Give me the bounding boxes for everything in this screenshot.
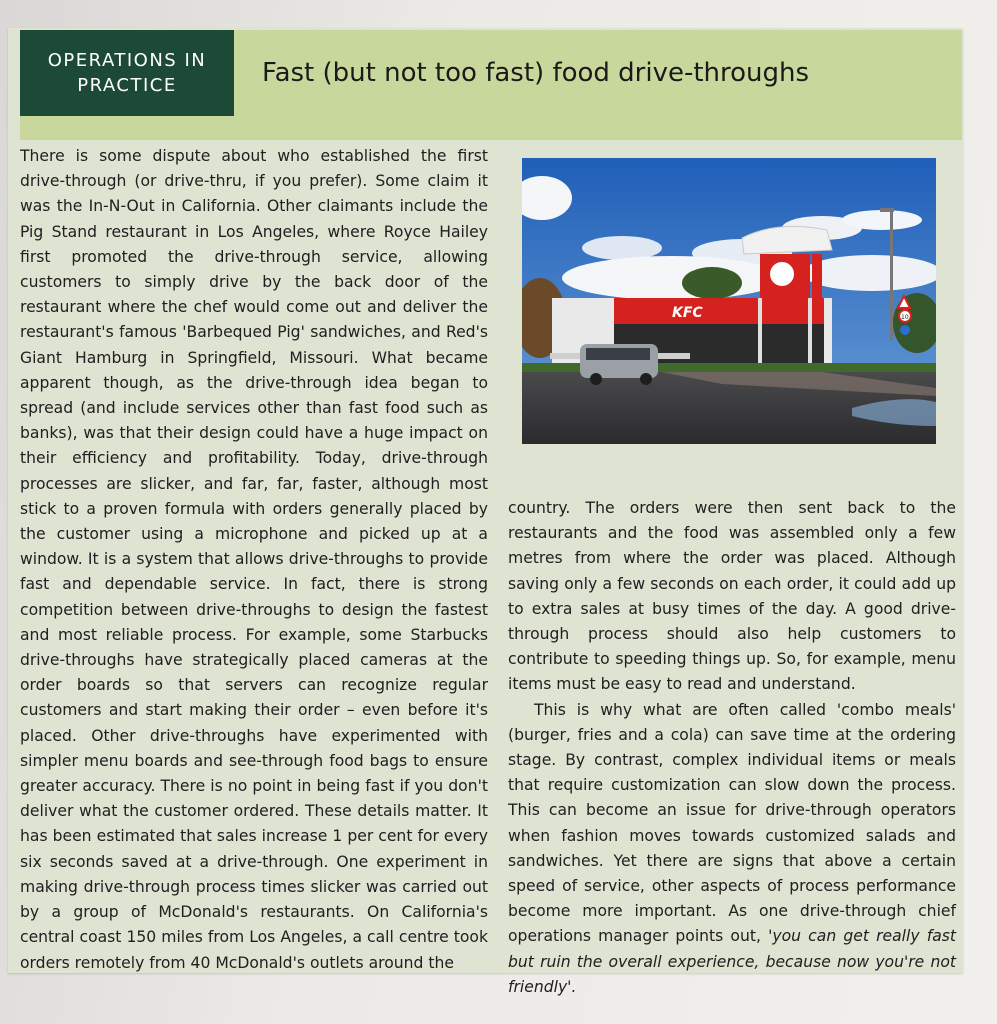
pylon-side	[812, 254, 822, 298]
car-window	[586, 348, 650, 360]
direction-sign	[900, 325, 910, 335]
tag-line-1: OPERATIONS IN	[47, 50, 207, 71]
right-column	[508, 496, 956, 1000]
kfc-photo	[522, 158, 936, 444]
car-wheel	[590, 373, 602, 385]
cloud	[582, 236, 662, 260]
box-title: Fast (but not too fast) food drive-throughs	[262, 58, 810, 88]
right-paragraph-1: country. The orders were then sent back to the restaurants and the food was assembled only a few metres from where the order was placed. Although saving only a few seconds on each order, it could add up to extra sales at busy times of the day. A good drive-through process should also help customers to contribute to speeding things up. So, for example, menu items must be easy to read and understand.	[508, 499, 956, 694]
left-column	[20, 144, 488, 976]
section-tag	[20, 30, 234, 116]
lamp-head	[880, 208, 894, 212]
right-paragraph-2-text: This is why what are often called 'combo meals' (burger, fries and a cola) can save time at the ordering stage. By contrast, complex individual items or meals that require customization can slow down the process. This can become an issue for drive-through operators when fashion moves towards customized salads and sandwiches. Yet there are signs that above a certain speed of service, other aspects of process performance become more important. As one drive-through chief operations manager points out,	[508, 700, 956, 946]
lamp-post	[890, 210, 893, 340]
colonel-face	[770, 262, 794, 286]
kfc-fascia	[614, 298, 824, 324]
tree	[682, 267, 742, 299]
pylon-leg	[808, 298, 812, 368]
cloud	[842, 210, 922, 230]
cloud	[802, 255, 936, 291]
pylon-leg	[758, 298, 762, 368]
kfc-drive-through-image	[522, 158, 936, 444]
left-paragraph: There is some dispute about who established the first drive-through (or drive-thru, if you prefer). Some claim it was the In-N-Out in California. Other claimants include the Pig Stand restaurant in Los Angeles, where Royce Hailey first promoted the drive-through service, allowing customers to simply drive by the back door of the restaurant where the chef would come out and deliver the restaurant's famous 'Barbequed Pig' sandwiches, and Red's Giant Hamburg in Springfield, Missouri. What became apparent though, as the drive-through idea began to spread (and include services other than fast food such as banks), was that their design could have a huge impact on their efficiency and profitability. Today, drive-through processes are slicker, and far, far, faster, although most stick to a proven formula with orders generally placed by the customer using a microphone and picked up at a window. It is a system that allows drive-throughs to provide fast and dependable service. In fact, there is strong competition between drive-throughs to design the fastest and most reliable process. For example, some Starbucks drive-throughs have strategically placed cameras at the order boards so that servers can recognize regular customers and start making their order – even before it's placed. Other drive-throughs have experimented with simpler menu boards and see-through food bags to ensure greater accuracy. There is no point in being fast if you don't deliver what the customer ordered. These details matter. It has been estimated that sales increase 1 per cent for every six seconds saved at a drive-through. One experiment in making drive-through process times slicker was carried out by a group of McDonald's restaurants. On California's central coast 150 miles from Los Angeles, a call centre took orders remotely from 40 McDonald's outlets around the	[20, 147, 488, 972]
kfc-logo-text: KFC	[672, 305, 703, 321]
right-paragraph-2	[508, 698, 956, 1000]
car-wheel	[640, 373, 652, 385]
tag-line-2: PRACTICE	[77, 75, 177, 96]
speed-number: 10	[901, 314, 909, 321]
manager-quote: 'you can get really fast but ruin the overall experience, because now you're not friendly'.	[508, 927, 956, 996]
cloud	[562, 256, 782, 300]
